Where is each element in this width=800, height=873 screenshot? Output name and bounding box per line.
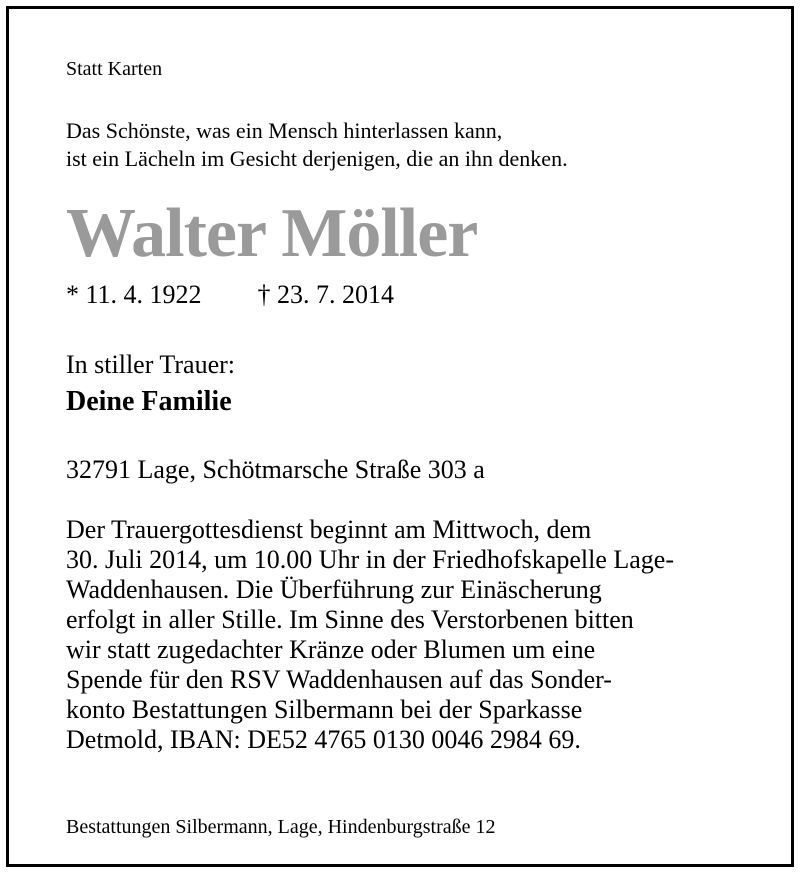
death-date: † 23. 7. 2014 xyxy=(257,280,395,309)
service-line: konto Bestattungen Silbermann bei der Sparkasse xyxy=(66,695,583,724)
life-dates xyxy=(66,280,394,310)
mourners: Deine Familie xyxy=(66,386,232,417)
service-line: wir statt zugedachter Kränze oder Blumen um eine xyxy=(66,635,596,664)
header-text: Statt Karten xyxy=(66,58,163,80)
service-line: Der Trauergottesdienst beginnt am Mittwoch, dem xyxy=(66,515,592,544)
service-line: Waddenhausen. Die Überführung zur Einäscherung xyxy=(66,575,602,604)
address: 32791 Lage, Schötmarsche Straße 303 a xyxy=(66,455,485,484)
quote-line-2: ist ein Lächeln im Gesicht derjenigen, die an ihn denken. xyxy=(66,146,568,171)
service-line: erfolgt in aller Stille. Im Sinne des Verstorbenen bitten xyxy=(66,605,634,634)
deceased-name: Walter Möller xyxy=(66,195,478,272)
footer-text: Bestattungen Silbermann, Lage, Hindenburgstraße 12 xyxy=(66,816,496,838)
service-line: Detmold, IBAN: DE52 4765 0130 0046 2984 69. xyxy=(66,725,581,754)
service-line: Spende für den RSV Waddenhausen auf das Sonder- xyxy=(66,665,612,694)
service-line: 30. Juli 2014, um 10.00 Uhr in der Friedhofskapelle Lage- xyxy=(66,545,674,574)
quote-line-1: Das Schönste, was ein Mensch hinterlassen kann, xyxy=(66,118,503,143)
mourning-intro: In stiller Trauer: xyxy=(66,350,235,379)
birth-date: * 11. 4. 1922 xyxy=(66,280,202,309)
service-text xyxy=(66,515,674,755)
